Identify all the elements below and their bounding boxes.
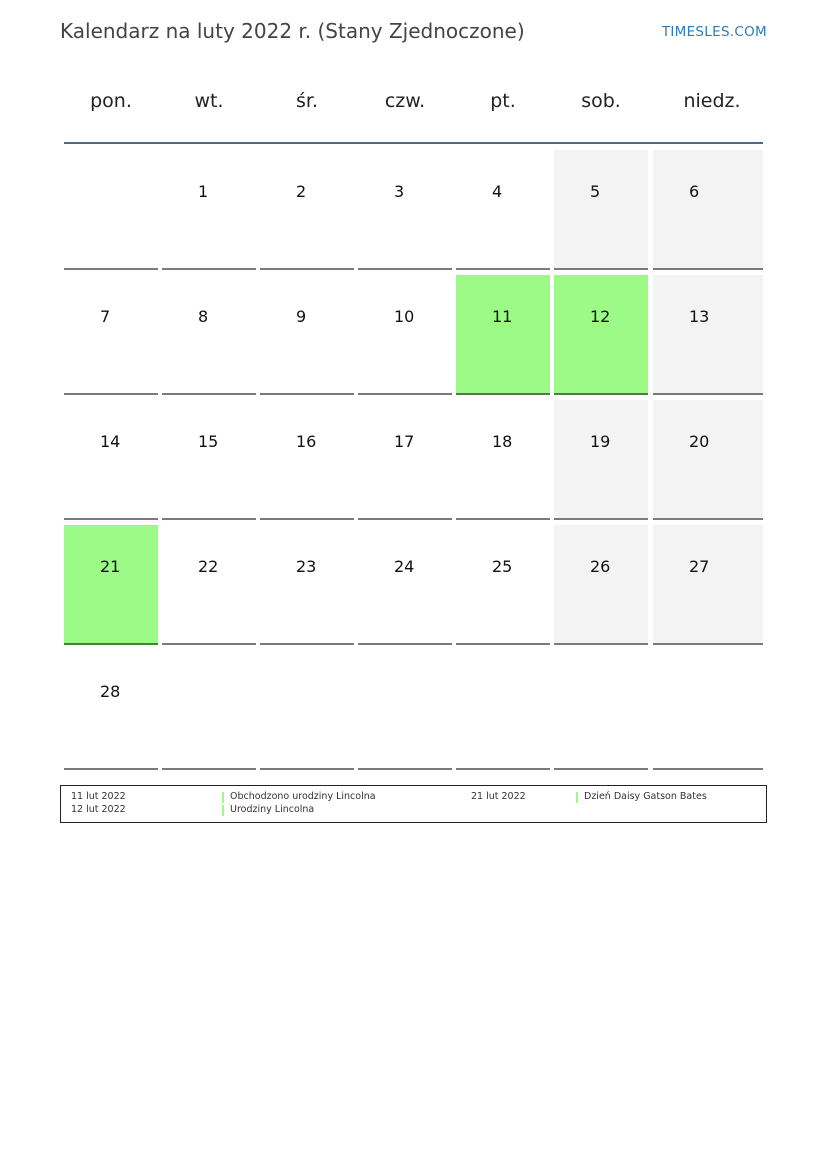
day-number: 9 xyxy=(296,307,307,326)
legend-date: 12 lut 2022 xyxy=(71,804,126,815)
day-number: 1 xyxy=(198,182,209,201)
day-number: 4 xyxy=(492,182,503,201)
empty-day-cell xyxy=(554,650,648,770)
day-cell[interactable] xyxy=(358,150,452,270)
page-title: Kalendarz na luty 2022 r. (Stany Zjednoczone) xyxy=(60,19,525,43)
day-number: 16 xyxy=(296,432,317,451)
day-number: 25 xyxy=(492,557,513,576)
weekday-tue: wt. xyxy=(194,90,224,112)
day-number: 13 xyxy=(689,307,710,326)
day-number: 21 xyxy=(100,557,121,576)
day-cell[interactable] xyxy=(554,400,648,520)
day-number: 28 xyxy=(100,682,121,701)
day-cell[interactable] xyxy=(162,400,256,520)
legend-color-marker xyxy=(222,805,224,816)
day-cell[interactable] xyxy=(260,525,354,645)
empty-day-cell xyxy=(162,650,256,770)
day-cell[interactable] xyxy=(456,400,550,520)
legend-holiday-name: Dzień Daisy Gatson Bates xyxy=(584,791,707,802)
day-cell[interactable] xyxy=(64,400,158,520)
day-number: 6 xyxy=(689,182,700,201)
day-cell[interactable] xyxy=(64,275,158,395)
day-cell[interactable] xyxy=(64,650,158,770)
day-number: 27 xyxy=(689,557,710,576)
holiday-legend xyxy=(60,785,767,823)
day-cell[interactable] xyxy=(162,525,256,645)
day-number: 15 xyxy=(198,432,219,451)
day-number: 22 xyxy=(198,557,219,576)
day-number: 24 xyxy=(394,557,415,576)
day-number: 14 xyxy=(100,432,121,451)
day-cell[interactable] xyxy=(260,150,354,270)
weekday-header xyxy=(62,90,764,120)
empty-day-cell xyxy=(653,650,763,770)
day-cell[interactable] xyxy=(358,275,452,395)
day-cell[interactable] xyxy=(358,400,452,520)
day-cell[interactable] xyxy=(64,525,158,645)
day-cell[interactable] xyxy=(456,275,550,395)
legend-color-marker xyxy=(576,792,578,803)
weekday-wed: śr. xyxy=(295,90,318,112)
day-number: 10 xyxy=(394,307,415,326)
weekday-thu: czw. xyxy=(384,90,426,112)
weekday-mon: pon. xyxy=(90,90,132,112)
day-number: 7 xyxy=(100,307,111,326)
day-number: 26 xyxy=(590,557,611,576)
day-number: 3 xyxy=(394,182,405,201)
day-number: 20 xyxy=(689,432,710,451)
empty-day-cell xyxy=(358,650,452,770)
day-number: 18 xyxy=(492,432,513,451)
day-cell[interactable] xyxy=(653,525,763,645)
day-cell[interactable] xyxy=(653,275,763,395)
day-cell[interactable] xyxy=(260,400,354,520)
empty-day-cell xyxy=(260,650,354,770)
day-cell[interactable] xyxy=(653,150,763,270)
day-number: 5 xyxy=(590,182,601,201)
empty-day-cell xyxy=(456,650,550,770)
day-cell[interactable] xyxy=(554,525,648,645)
day-cell[interactable] xyxy=(162,275,256,395)
day-number: 8 xyxy=(198,307,209,326)
weekday-sun: niedz. xyxy=(683,90,741,112)
day-cell[interactable] xyxy=(653,400,763,520)
day-cell[interactable] xyxy=(456,525,550,645)
day-number: 12 xyxy=(590,307,611,326)
legend-holiday-name: Urodziny Lincolna xyxy=(230,804,315,815)
day-cell[interactable] xyxy=(260,275,354,395)
legend-color-marker xyxy=(222,792,224,803)
empty-day-cell xyxy=(64,150,158,270)
day-cell[interactable] xyxy=(456,150,550,270)
weekday-fri: pt. xyxy=(490,90,516,112)
day-cell[interactable] xyxy=(358,525,452,645)
day-cell[interactable] xyxy=(162,150,256,270)
day-cell[interactable] xyxy=(554,275,648,395)
header-divider xyxy=(64,142,763,144)
weekday-sat: sob. xyxy=(581,90,621,112)
day-cell[interactable] xyxy=(554,150,648,270)
legend-date: 11 lut 2022 xyxy=(71,791,126,802)
day-number: 17 xyxy=(394,432,415,451)
legend-holiday-name: Obchodzono urodziny Lincolna xyxy=(230,791,376,802)
day-number: 23 xyxy=(296,557,317,576)
legend-date: 21 lut 2022 xyxy=(471,791,526,802)
day-number: 2 xyxy=(296,182,307,201)
day-number: 11 xyxy=(492,307,513,326)
brand-logo[interactable]: TIMESLES.COM xyxy=(661,24,767,40)
day-number: 19 xyxy=(590,432,611,451)
